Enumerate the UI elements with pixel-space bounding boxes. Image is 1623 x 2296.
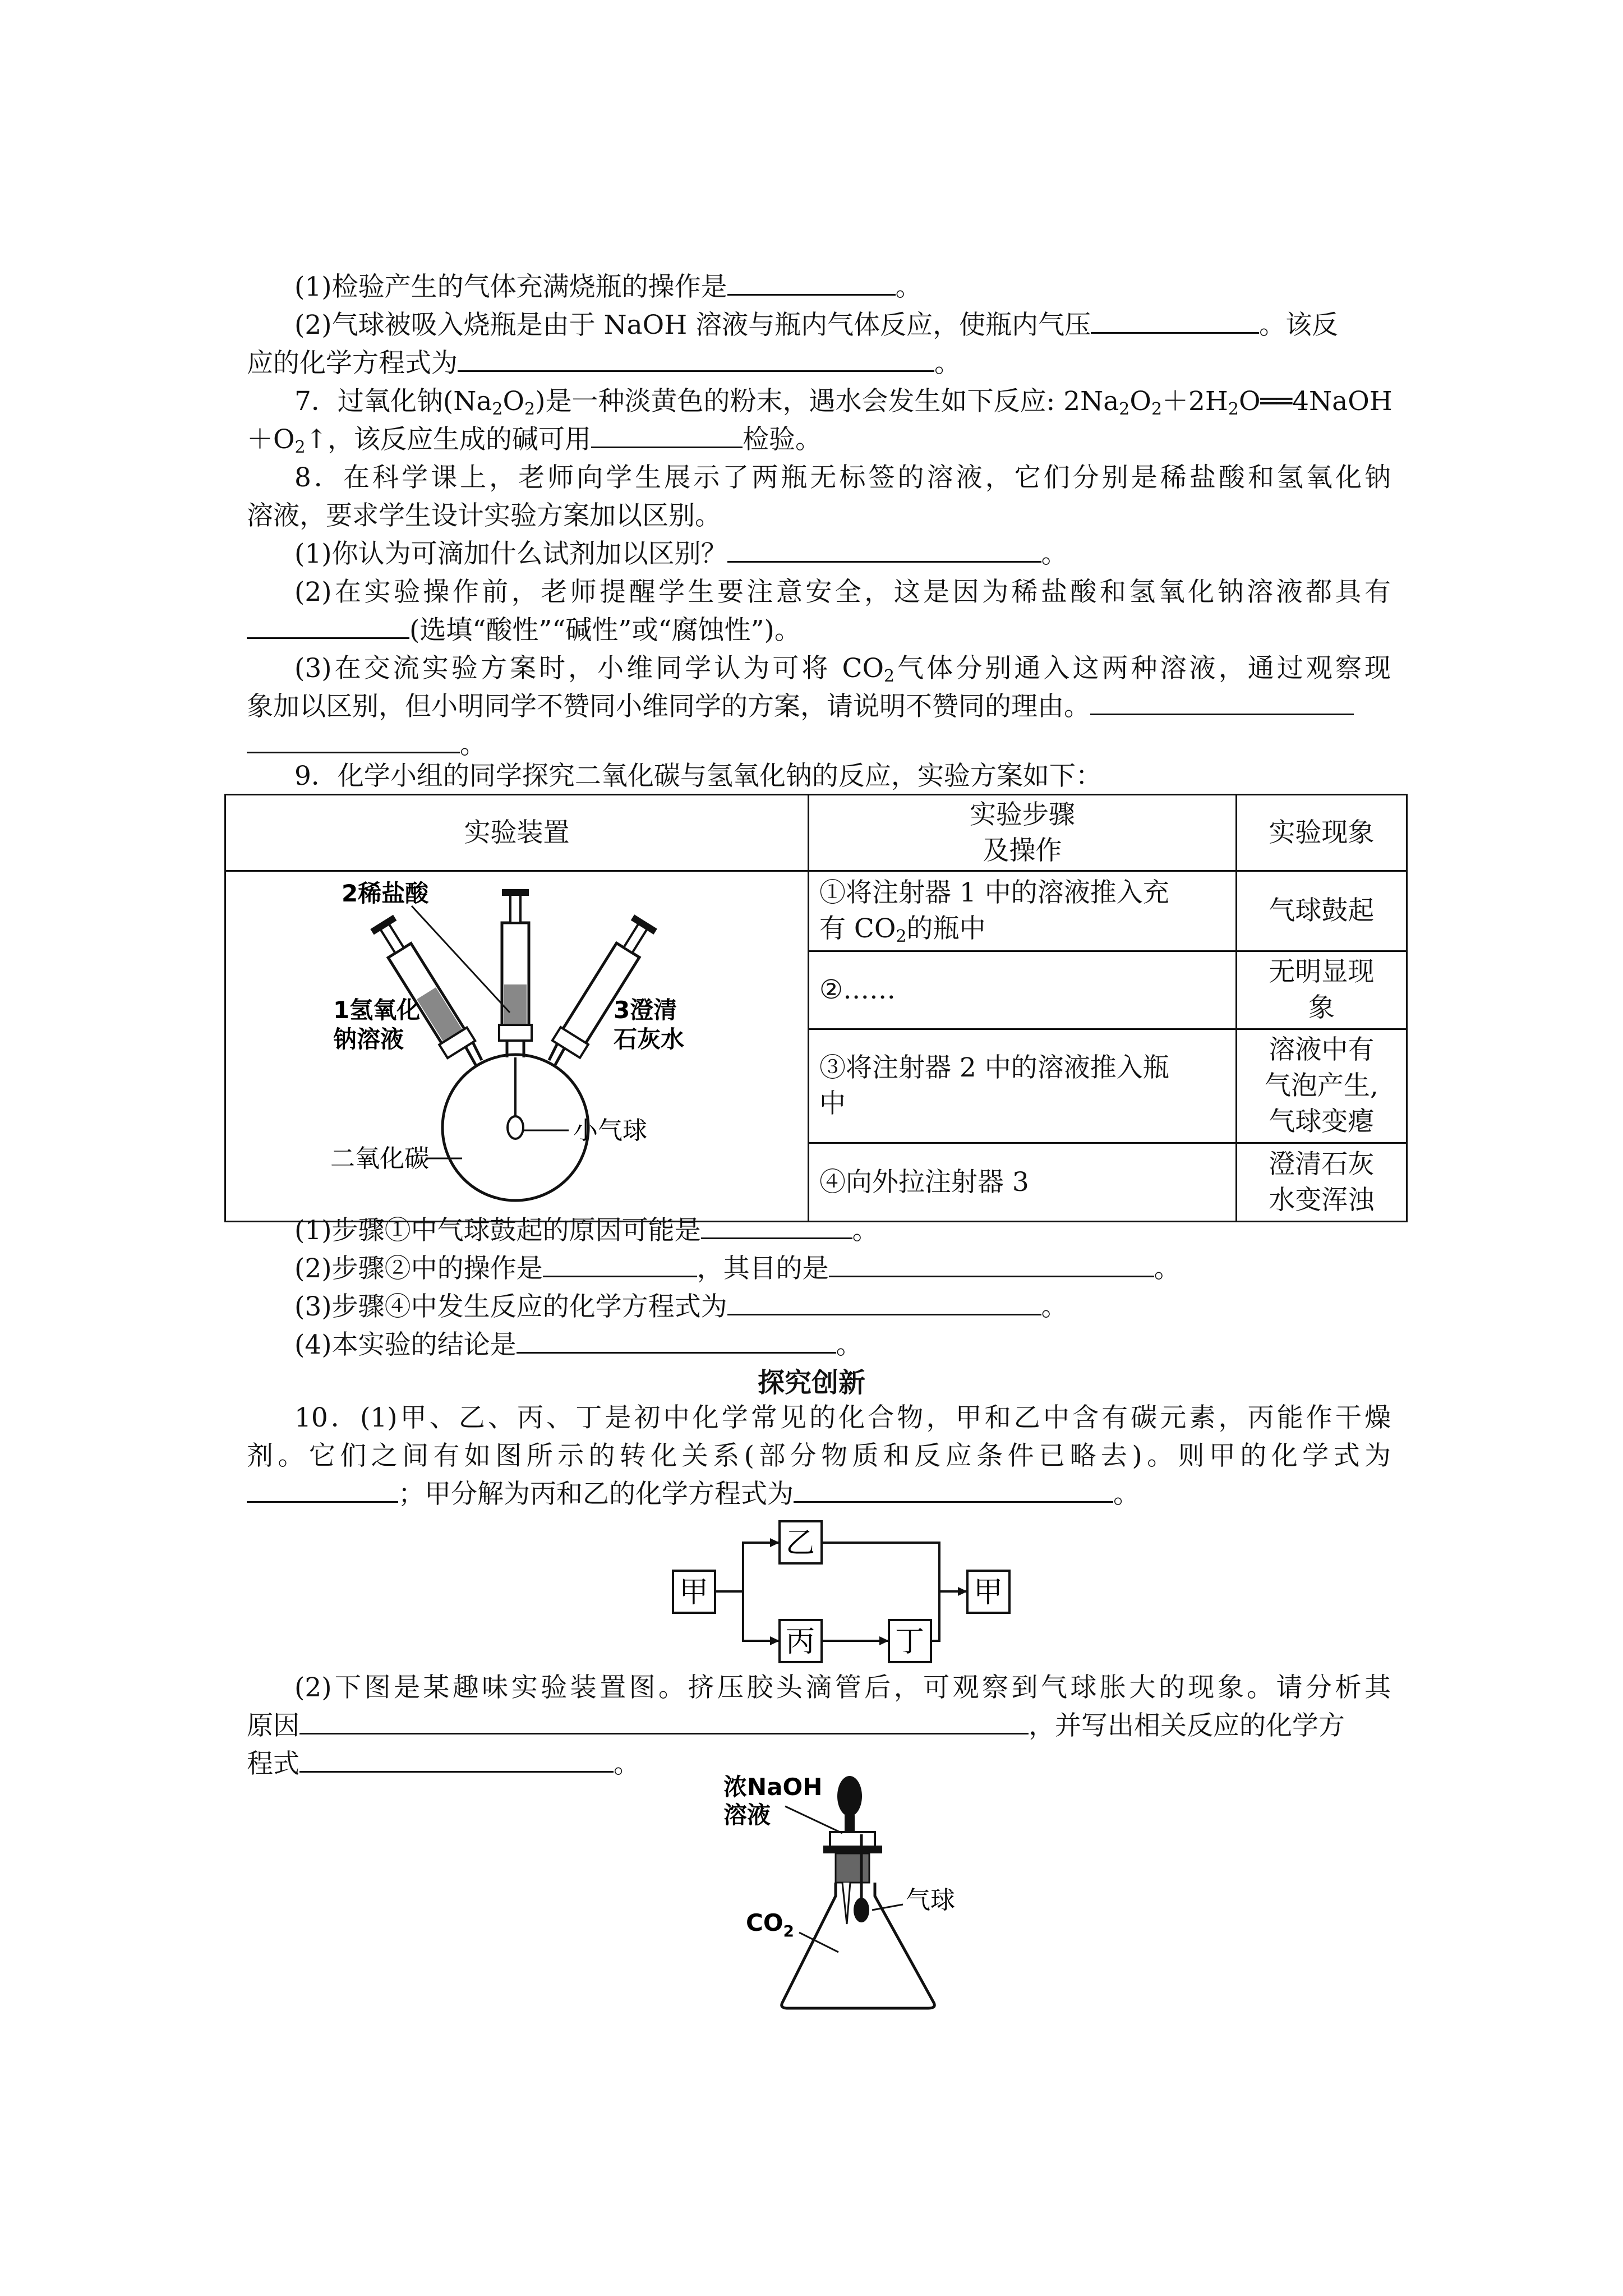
q9-part1: (1)步骤①中气球鼓起的原因可能是 。 bbox=[294, 1215, 879, 1246]
q10-line2: 剂。它们之间有如图所示的转化关系(部分物质和反应条件已略去)。则甲的化学式为 bbox=[247, 1441, 1391, 1471]
step-4: ④向外拉注射器 3 bbox=[808, 1143, 1236, 1222]
q10-part2-end: 程式 。 bbox=[247, 1749, 640, 1779]
dropper-bulb bbox=[837, 1776, 862, 1816]
answer-blank[interactable] bbox=[247, 614, 409, 639]
label-jia-2: 甲 bbox=[973, 1576, 1003, 1609]
q10-line3: ；甲分解为丙和乙的化学方程式为 。 bbox=[247, 1475, 1391, 1513]
answer-blank[interactable] bbox=[517, 1328, 836, 1354]
label-solution: 溶液 bbox=[723, 1801, 771, 1829]
obs-3: 溶液中有 气泡产生, 气球变瘪 bbox=[1236, 1029, 1407, 1143]
answer-blank[interactable] bbox=[299, 1709, 1029, 1734]
q9-intro: 9．化学小组的同学探究二氧化碳与氢氧化钠的反应，实验方案如下： bbox=[294, 761, 1102, 792]
answer-blank[interactable] bbox=[727, 270, 896, 296]
answer-blank[interactable] bbox=[543, 1252, 697, 1277]
q8-part1: (1)你认为可滴加什么试剂加以区别？ 。 bbox=[294, 539, 1068, 569]
apparatus-diagram bbox=[227, 872, 806, 1216]
label-hcl: 2稀盐酸 bbox=[342, 880, 429, 907]
q8-line2: 溶液，要求学生设计实验方案加以区别。 bbox=[247, 500, 721, 531]
q10-line1: 10．(1)甲、乙、丙、丁是初中化学常见的化合物，甲和乙中含有碳元素，丙能作干燥 bbox=[294, 1402, 1391, 1433]
q9-part2: (2)步骤②中的操作是 ，其目的是 。 bbox=[294, 1253, 1181, 1284]
header-apparatus: 实验装置 bbox=[225, 795, 809, 871]
q8-part3: (3)在交流实验方案时，小维同学认为可将 $CO_2$气体分别通入这两种溶液，通过观察现 bbox=[294, 653, 1391, 686]
answer-blank[interactable] bbox=[299, 1747, 614, 1773]
q6-part1: (1)检验产生的气体充满烧瓶的操作是 。 bbox=[294, 272, 922, 302]
step-3: ③将注射器 2 中的溶液推入瓶 中 bbox=[808, 1029, 1236, 1143]
header-phenomenon: 实验现象 bbox=[1236, 795, 1407, 871]
label-limewater-2: 石灰水 bbox=[614, 1025, 685, 1053]
answer-blank[interactable] bbox=[701, 1214, 852, 1239]
q10-part2: (2)下图是某趣味实验装置图。挤压胶头滴管后，可观察到气球胀大的现象。请分析其 bbox=[294, 1672, 1391, 1703]
q10-part2-cont: 原因 ，并写出相关反应的化学方 bbox=[247, 1710, 1345, 1741]
answer-blank[interactable] bbox=[458, 347, 934, 372]
flask-apparatus bbox=[723, 1761, 993, 2019]
label-yi: 乙 bbox=[785, 1526, 815, 1560]
q9-part3: (3)步骤④中发生反应的化学方程式为 。 bbox=[294, 1291, 1068, 1322]
header-steps: 实验步骤 及操作 bbox=[808, 795, 1236, 871]
balloon-small bbox=[854, 1898, 869, 1922]
answer-blank[interactable] bbox=[1091, 309, 1259, 334]
q7-line2: $+O_2↑$，该反应生成的碱可用 检验。 bbox=[247, 424, 822, 457]
stopper bbox=[830, 1832, 875, 1847]
label-co2: 二氧化碳 bbox=[330, 1144, 429, 1173]
answer-blank[interactable] bbox=[247, 728, 460, 753]
q8-part2: (2)在实验操作前，老师提醒学生要注意安全，这是因为稀盐酸和氢氧化钠溶液都具有 bbox=[294, 577, 1391, 608]
label-co2-flask: $CO_2$ bbox=[746, 1909, 795, 1940]
label-naoh-2: 钠溶液 bbox=[333, 1025, 404, 1053]
q6-part2-cont: 应的化学方程式为 。 bbox=[247, 348, 961, 379]
answer-blank[interactable] bbox=[794, 1478, 1113, 1503]
syringe-2 bbox=[499, 889, 532, 1041]
q8-part3-end: 。 bbox=[247, 726, 1391, 764]
label-balloon: 小气球 bbox=[573, 1116, 647, 1145]
answer-blank[interactable] bbox=[1090, 690, 1354, 715]
label-limewater-1: 3澄清 bbox=[614, 996, 677, 1024]
conversion-diagram bbox=[670, 1515, 1040, 1672]
q8-line1: 8．在科学课上，老师向学生展示了两瓶无标签的溶液，它们分别是稀盐酸和氢氧化钠 bbox=[294, 462, 1391, 493]
apparatus-cell bbox=[225, 871, 809, 1222]
q8-part3-cont: 象加以区别，但小明同学不赞同小维同学的方案，请说明不赞同的理由。 bbox=[247, 688, 1391, 726]
answer-blank[interactable] bbox=[829, 1252, 1154, 1277]
obs-2: 无明显现 象 bbox=[1236, 951, 1407, 1029]
dropper-tube bbox=[842, 1883, 850, 1924]
obs-1: 气球鼓起 bbox=[1236, 871, 1407, 951]
answer-blank[interactable] bbox=[591, 423, 743, 448]
step-1: ①将注射器 1 中的溶液推入充 有 $CO_2$的瓶中 bbox=[808, 871, 1236, 951]
label-ding: 丁 bbox=[895, 1625, 925, 1659]
q6-part2: (2)气球被吸入烧瓶是由于 NaOH 溶液与瓶内气体反应，使瓶内气压 。该反 bbox=[294, 310, 1339, 341]
label-conc-naoh: 浓NaOH bbox=[723, 1773, 823, 1801]
label-naoh-1: 1氢氧化 bbox=[333, 996, 421, 1024]
obs-4: 澄清石灰 水变浑浊 bbox=[1236, 1143, 1407, 1222]
section-heading: 探究创新 bbox=[757, 1367, 865, 1398]
answer-blank[interactable] bbox=[247, 1478, 398, 1503]
q7-line1: 7．过氧化钠$(Na_2O_2)$是一种淡黄色的粉末，遇水会发生如下反应: $2Na_2O_2+2H_2O══4NaOH$ bbox=[294, 386, 1393, 419]
step-2: ②…… bbox=[808, 951, 1236, 1029]
label-jia: 甲 bbox=[679, 1576, 709, 1609]
label-bing: 丙 bbox=[785, 1625, 815, 1659]
experiment-table bbox=[224, 794, 1408, 1222]
q9-part4: (4)本实验的结论是 。 bbox=[294, 1329, 863, 1360]
answer-blank[interactable] bbox=[727, 1290, 1041, 1315]
q8-part2-cont: (选填“酸性”“碱性”或“腐蚀性”)。 bbox=[247, 611, 1391, 650]
answer-blank[interactable] bbox=[727, 537, 1041, 563]
balloon bbox=[508, 1116, 523, 1139]
label-balloon-flask: 气球 bbox=[906, 1886, 955, 1915]
